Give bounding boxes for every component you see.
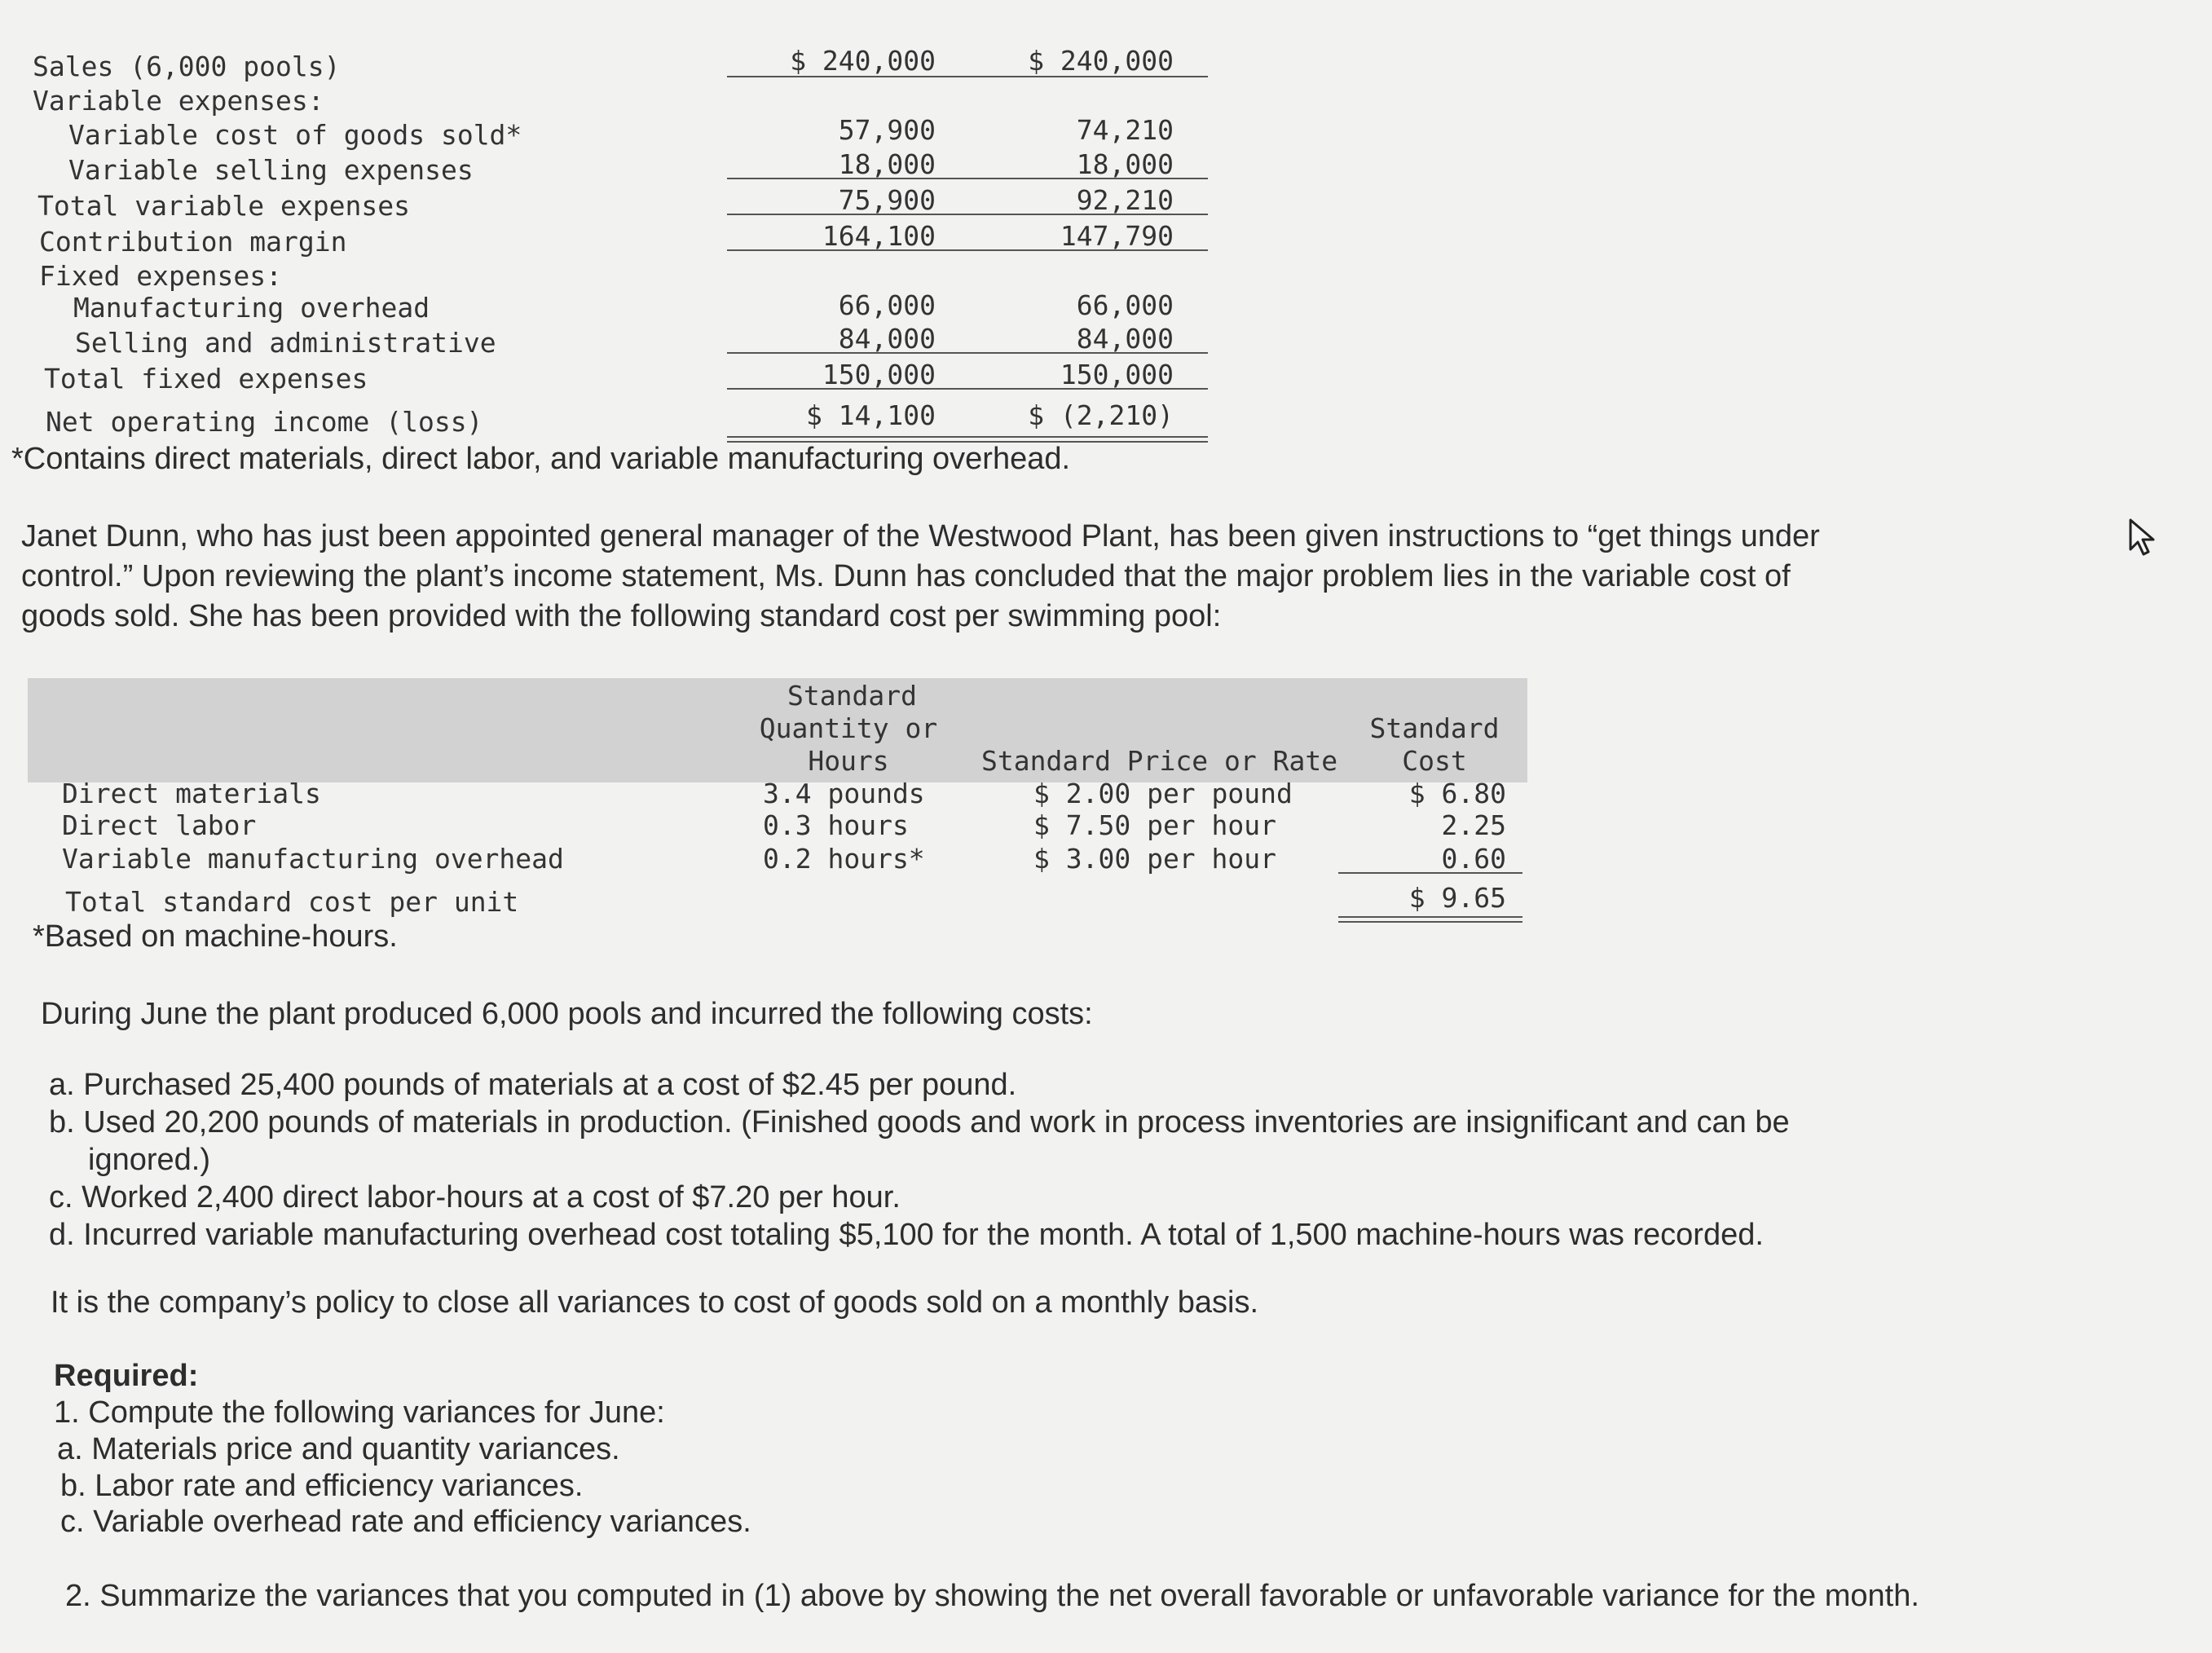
is-planned-contribution-margin: 164,100: [822, 220, 936, 252]
required-item-2: 2. Summarize the variances that you computed in (1) above by showing the net overall favorable or unfavorable variance for the month.: [65, 1579, 1919, 1613]
row-cost-direct-materials: $ 6.80: [1408, 778, 1506, 809]
row-label-direct-labor: Direct labor: [62, 809, 257, 841]
is-rule-total-variable: [727, 214, 1208, 215]
is-planned-total-variable: 75,900: [838, 184, 936, 216]
intro-line-1: Janet Dunn, who has just been appointed general manager of the Westwood Plant, has been given instructions to “get things under: [21, 519, 1820, 553]
row-quantity-direct-materials: 3.4 pounds: [763, 778, 925, 809]
row-cost-variable-overhead: 0.60: [1441, 843, 1506, 875]
required-item-1c: c. Variable overhead rate and efficiency variances.: [60, 1505, 751, 1539]
is-label-manufacturing-overhead: Manufacturing overhead: [73, 292, 430, 324]
is-footnote: *Contains direct materials, direct labor, and variable manufacturing overhead.: [11, 442, 1071, 476]
is-rule-variable: [727, 178, 1208, 179]
is-label-selling-admin: Selling and administrative: [75, 327, 496, 359]
row-label-direct-materials: Direct materials: [62, 778, 321, 809]
is-label-variable-cogs: Variable cost of goods sold*: [68, 119, 522, 151]
is-rule-total-fixed: [727, 388, 1208, 390]
is-planned-total-fixed: 150,000: [822, 359, 936, 390]
is-actual-net-operating-income: $ (2,210): [1028, 399, 1174, 431]
intro-line-2: control.” Upon reviewing the plant’s income statement, Ms. Dunn has concluded that the major problem lies in the variable cost of: [21, 559, 1791, 593]
header-quantity-line-3: Hours: [808, 745, 889, 777]
is-label-fixed-expenses: Fixed expenses:: [39, 260, 283, 292]
is-actual-manufacturing-overhead: 66,000: [1076, 289, 1174, 321]
cost-double-rule-top: [1338, 916, 1522, 918]
total-standard-cost-value: $ 9.65: [1408, 882, 1506, 914]
row-quantity-direct-labor: 0.3 hours: [763, 809, 909, 841]
is-actual-sales: $ 240,000: [1028, 45, 1174, 77]
mouse-pointer-icon: [2126, 517, 2163, 559]
is-label-net-operating-income: Net operating income (loss): [46, 406, 483, 438]
is-planned-net-operating-income: $ 14,100: [806, 399, 936, 431]
row-label-variable-overhead: Variable manufacturing overhead: [62, 843, 564, 875]
intro-line-3: goods sold. She has been provided with the following standard cost per swimming pool:: [21, 599, 1222, 633]
june-cost-c: c. Worked 2,400 direct labor-hours at a cost of $7.20 per hour.: [49, 1180, 901, 1214]
is-rule-sales: [727, 76, 1208, 77]
row-cost-direct-labor: 2.25: [1441, 809, 1506, 841]
is-label-variable-expenses: Variable expenses:: [33, 85, 324, 117]
june-cost-b: b. Used 20,200 pounds of materials in production. (Finished goods and work in process inventories are insignificant and can be: [49, 1105, 1790, 1139]
is-actual-contribution-margin: 147,790: [1060, 220, 1174, 252]
is-rule-contribution: [727, 249, 1208, 251]
row-price-variable-overhead: $ 3.00 per hour: [1033, 843, 1277, 875]
june-cost-d: d. Incurred variable manufacturing overhead cost totaling $5,100 for the month. A total of 1,500 machine-hours was recorded.: [49, 1218, 1764, 1252]
is-actual-total-fixed: 150,000: [1060, 359, 1174, 390]
is-label-variable-selling: Variable selling expenses: [68, 154, 474, 186]
header-quantity-line-2: Quantity or: [759, 712, 938, 744]
june-cost-b-cont: ignored.): [88, 1143, 210, 1177]
is-label-total-fixed: Total fixed expenses: [44, 363, 368, 395]
is-rule-fixed: [727, 352, 1208, 354]
header-price: Standard Price or Rate: [981, 745, 1338, 777]
required-item-1b: b. Labor rate and efficiency variances.: [60, 1469, 584, 1503]
total-standard-cost-label: Total standard cost per unit: [65, 886, 519, 918]
required-heading: Required:: [54, 1359, 199, 1393]
is-label-sales: Sales (6,000 pools): [33, 51, 341, 82]
is-actual-variable-selling: 18,000: [1076, 148, 1174, 180]
required-item-1: 1. Compute the following variances for June:: [54, 1395, 665, 1430]
is-planned-variable-cogs: 57,900: [838, 114, 936, 146]
row-price-direct-materials: $ 2.00 per pound: [1033, 778, 1293, 809]
cost-double-rule-bottom: [1338, 921, 1522, 923]
table-footnote: *Based on machine-hours.: [33, 919, 398, 954]
policy-text: It is the company’s policy to close all variances to cost of goods sold on a monthly basis.: [51, 1285, 1259, 1320]
header-quantity-line-1: Standard: [787, 680, 917, 712]
is-planned-variable-selling: 18,000: [838, 148, 936, 180]
is-actual-total-variable: 92,210: [1076, 184, 1174, 216]
cost-total-rule: [1338, 872, 1522, 874]
june-intro: During June the plant produced 6,000 pools and incurred the following costs:: [41, 997, 1093, 1031]
is-actual-selling-admin: 84,000: [1076, 323, 1174, 355]
is-planned-sales: $ 240,000: [790, 45, 936, 77]
row-price-direct-labor: $ 7.50 per hour: [1033, 809, 1277, 841]
june-cost-a: a. Purchased 25,400 pounds of materials at a cost of $2.45 per pound.: [49, 1068, 1017, 1102]
is-label-contribution-margin: Contribution margin: [39, 226, 347, 258]
required-item-1a: a. Materials price and quantity variances.: [57, 1432, 620, 1466]
is-label-total-variable: Total variable expenses: [37, 190, 410, 222]
is-rule-net-top: [727, 436, 1208, 438]
is-planned-manufacturing-overhead: 66,000: [838, 289, 936, 321]
header-cost-line-2: Cost: [1402, 745, 1467, 777]
is-actual-variable-cogs: 74,210: [1076, 114, 1174, 146]
row-quantity-variable-overhead: 0.2 hours*: [763, 843, 925, 875]
header-cost-line-1: Standard: [1369, 712, 1500, 744]
is-planned-selling-admin: 84,000: [838, 323, 936, 355]
